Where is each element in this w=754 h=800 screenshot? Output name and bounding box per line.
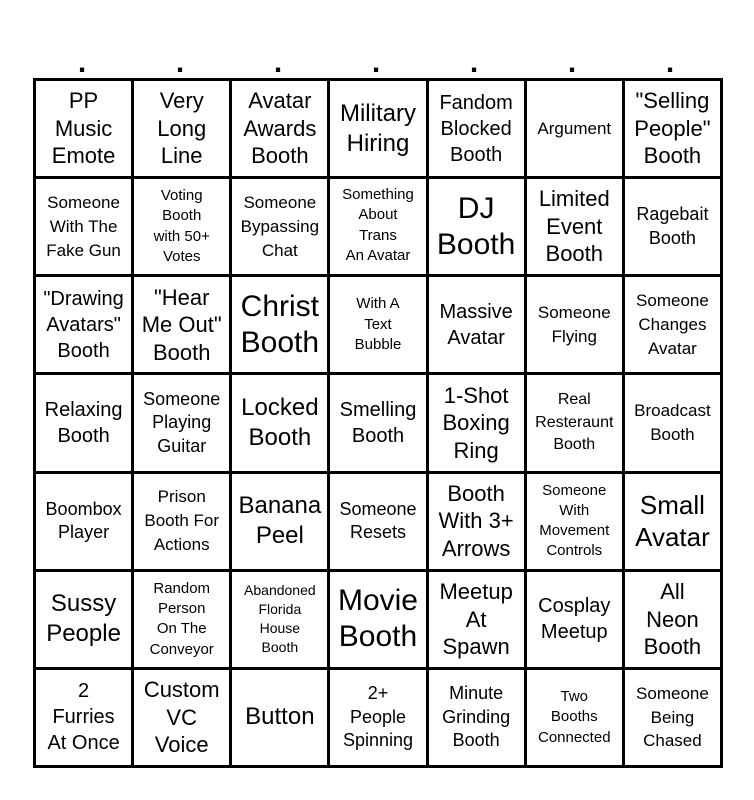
bingo-cell[interactable]: "Drawing Avatars" Booth xyxy=(36,277,134,375)
bingo-cell[interactable]: All Neon Booth xyxy=(625,572,723,670)
bingo-cell[interactable]: Custom VC Voice xyxy=(134,670,232,768)
bingo-cell[interactable]: Someone Resets xyxy=(330,474,428,572)
bingo-cell[interactable]: Real Resteraunt Booth xyxy=(527,375,625,473)
bingo-cell[interactable]: Military Hiring xyxy=(330,81,428,179)
header-letter: . xyxy=(665,46,675,79)
bingo-cell[interactable]: Smelling Booth xyxy=(330,375,428,473)
header-letter: . xyxy=(469,46,479,79)
bingo-cell[interactable]: Abandoned Florida House Booth xyxy=(232,572,330,670)
bingo-cell[interactable]: Argument xyxy=(527,81,625,179)
bingo-cell[interactable]: Christ Booth xyxy=(232,277,330,375)
bingo-cell[interactable]: Random Person On The Conveyor xyxy=(134,572,232,670)
bingo-cell[interactable]: Minute Grinding Booth xyxy=(429,670,527,768)
bingo-cell[interactable]: Broadcast Booth xyxy=(625,375,723,473)
bingo-cell[interactable]: Ragebait Booth xyxy=(625,179,723,277)
bingo-cell[interactable]: Banana Peel xyxy=(232,474,330,572)
bingo-cell[interactable]: PP Music Emote xyxy=(36,81,134,179)
header-letter: . xyxy=(77,46,87,79)
bingo-cell[interactable]: Small Avatar xyxy=(625,474,723,572)
bingo-cell[interactable]: Someone Flying xyxy=(527,277,625,375)
bingo-cell[interactable]: Very Long Line xyxy=(134,81,232,179)
header-letter: . xyxy=(567,46,577,79)
bingo-header xyxy=(33,40,723,78)
bingo-cell[interactable]: Relaxing Booth xyxy=(36,375,134,473)
bingo-cell[interactable]: Prison Booth For Actions xyxy=(134,474,232,572)
header-letter: . xyxy=(273,46,283,79)
bingo-cell[interactable]: Movie Booth xyxy=(330,572,428,670)
bingo-cell[interactable]: Someone Changes Avatar xyxy=(625,277,723,375)
bingo-cell[interactable]: Locked Booth xyxy=(232,375,330,473)
bingo-cell[interactable]: Someone With Movement Controls xyxy=(527,474,625,572)
bingo-cell[interactable]: 1-Shot Boxing Ring xyxy=(429,375,527,473)
bingo-cell[interactable]: Avatar Awards Booth xyxy=(232,81,330,179)
bingo-cell[interactable]: Someone Bypassing Chat xyxy=(232,179,330,277)
bingo-cell[interactable]: 2+ People Spinning xyxy=(330,670,428,768)
bingo-cell[interactable]: With A Text Bubble xyxy=(330,277,428,375)
bingo-cell[interactable]: Boombox Player xyxy=(36,474,134,572)
bingo-cell[interactable]: 2 Furries At Once xyxy=(36,670,134,768)
bingo-cell[interactable]: Button xyxy=(232,670,330,768)
bingo-cell[interactable]: Massive Avatar xyxy=(429,277,527,375)
bingo-cell[interactable]: Someone Playing Guitar xyxy=(134,375,232,473)
bingo-board xyxy=(33,78,723,768)
bingo-cell[interactable]: Limited Event Booth xyxy=(527,179,625,277)
bingo-cell[interactable]: Booth With 3+ Arrows xyxy=(429,474,527,572)
bingo-cell[interactable]: Cosplay Meetup xyxy=(527,572,625,670)
header-letter: . xyxy=(175,46,185,79)
bingo-cell[interactable]: Sussy People xyxy=(36,572,134,670)
bingo-cell[interactable]: Fandom Blocked Booth xyxy=(429,81,527,179)
bingo-cell[interactable]: Two Booths Connected xyxy=(527,670,625,768)
bingo-cell[interactable]: Meetup At Spawn xyxy=(429,572,527,670)
bingo-cell[interactable]: Someone With The Fake Gun xyxy=(36,179,134,277)
bingo-cell[interactable]: Someone Being Chased xyxy=(625,670,723,768)
bingo-cell[interactable]: Voting Booth with 50+ Votes xyxy=(134,179,232,277)
bingo-cell[interactable]: "Hear Me Out" Booth xyxy=(134,277,232,375)
bingo-cell[interactable]: "Selling People" Booth xyxy=(625,81,723,179)
bingo-cell[interactable]: Something About Trans An Avatar xyxy=(330,179,428,277)
header-letter: . xyxy=(371,46,381,79)
bingo-cell[interactable]: DJ Booth xyxy=(429,179,527,277)
